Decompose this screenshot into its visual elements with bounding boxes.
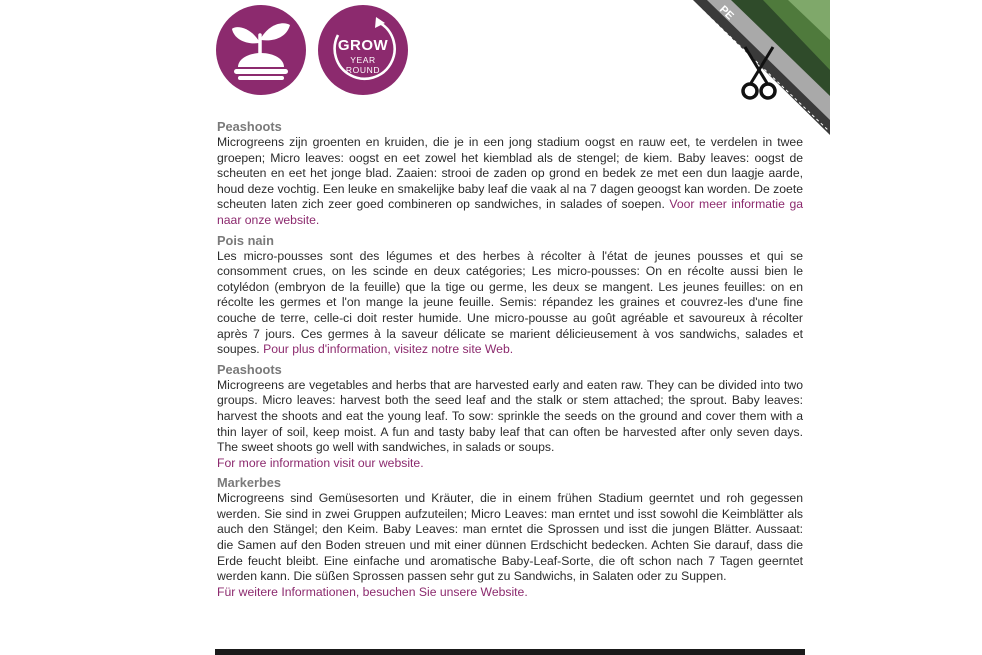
section-english <box>217 362 803 472</box>
section-heading: Pois nain <box>217 232 274 248</box>
section-german <box>217 475 803 600</box>
grow-subtitle-year: YEAR <box>350 55 376 65</box>
grow-title: GROW <box>337 37 389 54</box>
section-body <box>217 135 803 229</box>
section-body-text: Microgreens are vegetables and herbs that are harvested early and eaten raw. They can be divided into two groups. Micro leaves: harvest both the seed leaf and the stalk or stem attached; the sprout. Baby leaves: harvest the shoots and eat the young leaf. To sow: sprinkle the seeds on the ground and cover them with a thin layer of soil, keep moist. A fun and tasty baby leaf that can often be harvested after only seven days. The sweet shoots go well with sandwiches, in salads or soups. <box>217 377 803 455</box>
section-french <box>217 233 803 358</box>
section-body <box>217 378 803 472</box>
website-link[interactable]: Voor meer informatie ga naar onze website. <box>217 197 803 227</box>
website-link[interactable]: For more information visit our website. <box>217 455 424 470</box>
website-link[interactable]: Pour plus d'information, visitez notre site Web. <box>263 342 514 357</box>
section-body <box>217 491 803 600</box>
bottom-bar <box>215 649 805 655</box>
sprout-in-soil-icon <box>216 5 306 95</box>
grow-subtitle-round: ROUND <box>345 65 381 75</box>
scissors-icon <box>741 45 777 103</box>
section-heading: Markerbes <box>217 475 282 491</box>
section-body-text: Microgreens sind Gemüsesorten und Kräuter, die in einem frühen Stadium geerntet und roh gegessen werden. Sie sind in zwei Gruppen aufzuteilen; Micro Leaves: man erntet und isst sowohl die Keimblätter als auch den Stängel; den Keim. Baby Leaves: man erntet die Sprossen und isst die jungen Blätter. Aussaat: die Samen auf den Boden streuen und mit einer dünnen Erdschicht bedecken. Achten Sie darauf, dass die Erde feucht bleibt. Eine einfache und aromatische Baby-Leaf-Sorte, die oft schon nach 7 Tagen geerntet werden kann. Die süßen Sprossen passen sehr gut zu Sandwichs, in Salaten oder zu Suppen. <box>217 491 803 584</box>
section-dutch <box>217 119 803 229</box>
section-body-text: Les micro-pousses sont des légumes et des herbes à récolter à l'état de jeunes pousses et qui se consomment crues, on les scinde en deux catégories; Les micro-pousses: On en récolte aussi bien le cotylédon (embryon de la feuille) que la tige ou germe, les deux se mangent. Les jeunes feuilles: on en récolte les germes et l'on mange la jeune feuille. Semis: répandez les graines et couvrez-les d'une fine couche de terre, celle-ci doit rester humide. Une micro-pousse au goût agréable et savoureux à récolter après 7 jours. Ces germes à la saveur délicate se marient délicieusement à vos sandwichs, salades et soupes. <box>217 248 803 357</box>
section-heading: Peashoots <box>217 361 282 377</box>
section-body <box>217 249 803 358</box>
sprout-badge <box>216 5 306 95</box>
grow-year-round-badge <box>318 5 408 95</box>
corner-text: PE <box>716 3 736 23</box>
seed-packet-back <box>213 0 805 655</box>
section-heading: Peashoots <box>217 119 282 134</box>
section-body-text: Microgreens zijn groenten en kruiden, die je in een jong stadium oogst en rauw eet, te verdelen in twee groepen; Micro leaves: oogst en eet zowel het kiemblad als de stengel; de kiem. Baby leaves: oogst de scheuten en eet het jonge blad. Zaaien: strooi de zaden op grond en bedek ze met een dun laagje aarde, houd deze vochtig. Een leuke en smakelijke baby leaf die vaak al na 7 dagen geoogst kan worden. De zoete scheuten laten zich zeer goed combineren op sandwiches, in salades of soepen. <box>217 135 803 212</box>
website-link[interactable]: Für weitere Informationen, besuchen Sie unsere Website. <box>217 584 528 599</box>
product-description <box>217 119 803 604</box>
